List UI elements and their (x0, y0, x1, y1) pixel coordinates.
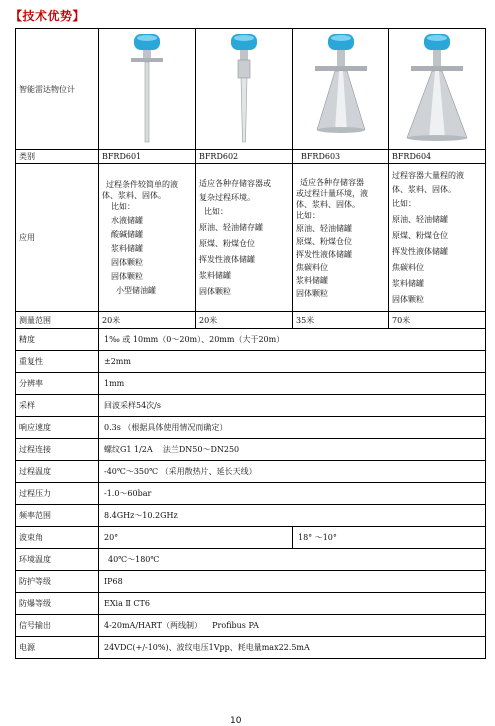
application-line: 体、浆料、固体。 (392, 185, 456, 194)
application-line: 固体颗粒 (296, 288, 328, 298)
spec-label: 分辨率 (16, 373, 99, 395)
spec-label: 环境温度 (16, 549, 99, 571)
page-number: 10 (230, 716, 242, 726)
application-line: 原煤、粉煤仓位 (296, 236, 352, 246)
application-line: 适应各种存储容器 (300, 177, 364, 187)
range-value: 20米 (99, 312, 196, 329)
application-line: 固体颗粒 (392, 295, 424, 304)
table-row (16, 527, 486, 549)
spec-label: 频率范围 (16, 505, 99, 527)
application-line: 焦碳料位 (392, 263, 424, 272)
range-value: 20米 (196, 312, 293, 329)
application-cell (389, 164, 486, 312)
spec-label: 响应速度 (16, 417, 99, 439)
spec-value: 4-20mA/HART（两线制） Profibus PA (99, 615, 486, 637)
table-row (16, 351, 486, 373)
table-row (16, 615, 486, 637)
application-line: 酸碱储罐 (111, 230, 143, 239)
application-label: 应用 (16, 164, 99, 312)
range-label: 测量范围 (16, 312, 99, 329)
application-line: 固体颗粒 (111, 258, 143, 267)
application-cell (293, 164, 389, 312)
spec-label: 防爆等级 (16, 593, 99, 615)
spec-label: 电源 (16, 637, 99, 659)
table-row (16, 549, 486, 571)
application-line: 浆料储罐 (392, 279, 424, 288)
spec-label: 过程连接 (16, 439, 99, 461)
application-cell (99, 164, 196, 312)
beam-angle-label: 波束角 (16, 527, 99, 549)
application-line: 挥发性液体储罐 (296, 249, 352, 259)
table-row (16, 150, 486, 164)
spec-value: 回波采样54次/s (99, 395, 486, 417)
application-line: 挥发性液体储罐 (392, 247, 448, 256)
product-image-bfrd603 (293, 29, 389, 150)
spec-label: 过程温度 (16, 461, 99, 483)
model-name: BFRD604 (389, 150, 486, 164)
application-line: 比如： (392, 199, 416, 208)
spec-value: 0.3s （根据具体使用情况而确定） (99, 417, 486, 439)
model-name: BFRD601 (99, 150, 196, 164)
table-row (16, 164, 486, 312)
range-value: 70米 (389, 312, 486, 329)
table-row (16, 439, 486, 461)
spec-value: 24VDC(+/-10%)、波纹电压1Vpp、耗电量max22.5mA (99, 637, 486, 659)
spec-label: 信号输出 (16, 615, 99, 637)
table-row (16, 593, 486, 615)
application-line: 固体颗粒 (111, 272, 143, 281)
category-label: 类别 (16, 150, 99, 164)
application-line: 焦碳料位 (296, 262, 328, 272)
table-row (16, 29, 486, 150)
application-line: 过程容器大量程的液 (392, 171, 464, 180)
application-line: 原油、轻油储存罐 (199, 223, 263, 232)
product-image-bfrd602 (196, 29, 293, 150)
spec-value: 螺纹G1 1/2A 法兰DN50～DN250 (99, 439, 486, 461)
product-image-bfrd604 (389, 29, 486, 150)
spec-value: 1‰ 或 10mm（0～20m）、20mm（大于20m） (99, 329, 486, 351)
application-line: 比如： (111, 202, 135, 211)
spec-value: -40℃～350℃ （采用散热片、延长天线） (99, 461, 486, 483)
model-name: BFRD602 (196, 150, 293, 164)
spec-label: 防护等级 (16, 571, 99, 593)
table-row (16, 395, 486, 417)
application-line: 原油、轻油储罐 (392, 215, 448, 224)
table-row (16, 571, 486, 593)
spec-label: 采样 (16, 395, 99, 417)
spec-value: 1mm (99, 373, 486, 395)
application-line: 浆料储罐 (111, 244, 143, 253)
application-line: 小型储油罐 (116, 286, 156, 295)
application-line: 原煤、粉煤仓位 (392, 231, 448, 240)
application-line: 过程条件较简单的液 (106, 180, 178, 189)
spec-value: 40℃～180℃ (99, 549, 486, 571)
spec-table (15, 28, 486, 659)
range-value: 35米 (293, 312, 389, 329)
spec-value: IP68 (99, 571, 486, 593)
table-row (16, 312, 486, 329)
table-row (16, 461, 486, 483)
spec-label: 过程压力 (16, 483, 99, 505)
beam-angle-value: 20° (99, 527, 293, 549)
table-row (16, 637, 486, 659)
application-line: 适应各种存储容器或 (199, 179, 271, 188)
product-name: 智能雷达物位计 (16, 29, 99, 150)
spec-label: 重复性 (16, 351, 99, 373)
spec-value: 8.4GHz～10.2GHz (99, 505, 486, 527)
application-line: 或过程计量环境，液 (296, 188, 368, 198)
table-row (16, 373, 486, 395)
spec-value: ±2mm (99, 351, 486, 373)
section-heading: 【技术优势】 (10, 9, 86, 23)
application-cell (196, 164, 293, 312)
table-row (16, 417, 486, 439)
application-line: 原煤、粉煤仓位 (199, 239, 255, 248)
model-name: BFRD603 (293, 150, 389, 164)
application-line: 固体颗粒 (199, 287, 231, 296)
application-line: 水液储罐 (111, 216, 143, 225)
application-line: 体、浆料、固体。 (102, 191, 166, 200)
table-row (16, 505, 486, 527)
table-row (16, 483, 486, 505)
application-line: 复杂过程环境。 (199, 193, 255, 202)
table-row (16, 329, 486, 351)
application-line: 原油、轻油储罐 (296, 223, 352, 233)
spec-value: -1.0～60bar (99, 483, 486, 505)
spec-label: 精度 (16, 329, 99, 351)
beam-angle-value: 18° ～10° (293, 527, 486, 549)
application-line: 浆料储罐 (199, 271, 231, 280)
application-line: 浆料储罐 (296, 275, 328, 285)
spec-value: EXia Ⅱ CT6 (99, 593, 486, 615)
application-line: 比如： (296, 210, 320, 220)
application-line: 体、浆料、固体。 (296, 199, 360, 209)
product-image-bfrd601 (99, 29, 196, 150)
application-line: 比如： (204, 207, 228, 216)
application-line: 挥发性液体储罐 (199, 255, 255, 264)
